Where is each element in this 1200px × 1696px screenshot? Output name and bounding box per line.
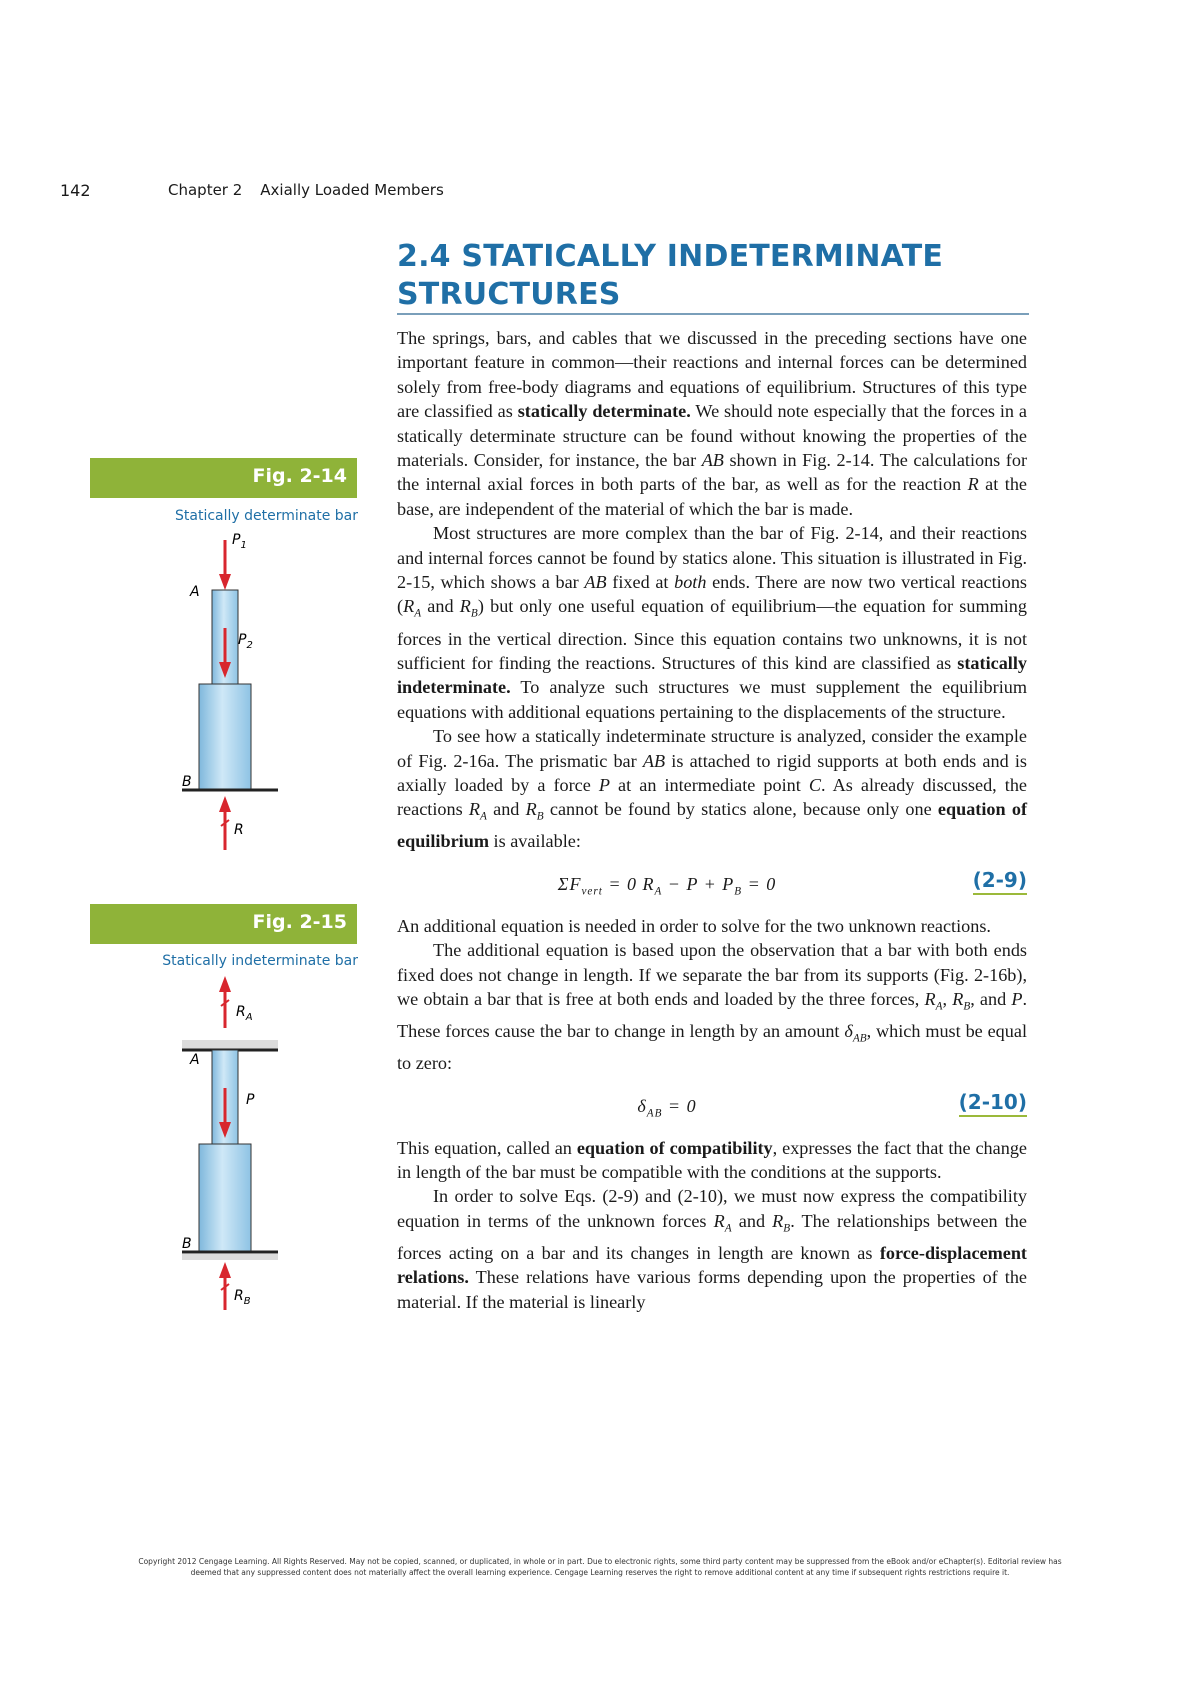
copyright-line-1: Copyright 2012 Cengage Learning. All Rights Reserved. May not be copied, scanned, or duplicated, in whole or in part. Due to electronic rights, some third party content may be suppressed from the eBook and/or eChapter(s). Editorial review has — [138, 1557, 1062, 1566]
paragraph-7: In order to solve Eqs. (2-9) and (2-10), we must now express the compatibility equation in terms of the unknown forces $R_A$ and $R_B$. The relationships between the forces acting on a bar and its changes in length are known as force-displacement relations. These relations have various forms depending upon the properties of the material. If the material is linearly — [397, 1186, 1027, 1312]
fig-2-14-caption: Statically determinate bar — [175, 508, 358, 524]
label-rb: $R_B$ — [234, 1288, 251, 1307]
section-title — [397, 238, 1027, 314]
bottom-support — [182, 1254, 278, 1260]
paragraph-4: An additional equation is needed in order to solve for the two unknown reactions. — [397, 915, 991, 936]
label-ra: $R_A$ — [236, 1004, 253, 1023]
section-title-line2: STRUCTURES — [397, 277, 621, 312]
title-rule — [397, 313, 1029, 315]
chapter-number: Chapter 2 — [168, 181, 243, 199]
fig-2-15-diagram — [170, 972, 290, 1312]
paragraph-3: To see how a statically indeterminate structure is analyzed, consider the example of Fig. 2-16a. The prismatic bar AB is attached to rigid supports at both ends and is axially loaded by a force P at an intermediate point C. As already discussed, the reactions $R_A$ and $R_B$ cannot be found by statics alone, because only one equation of equilibrium is available: — [397, 726, 1027, 852]
chapter-title: Axially Loaded Members — [260, 181, 444, 199]
fig-2-14-label: Fig. 2-14 — [252, 465, 347, 487]
fig-2-14-label-bar — [90, 458, 357, 498]
copyright-line-2: deemed that any suppressed content does not materially affect the overall learning experience. Cengage Learning reserves the right to remove additional content at any time if subsequent rights restrictions require it. — [190, 1568, 1010, 1577]
equation-2-10 — [397, 1082, 1027, 1130]
page-number: 142 — [60, 181, 91, 200]
label-b: B — [182, 774, 192, 790]
label-p: P — [246, 1092, 255, 1108]
equation-2-9 — [397, 860, 1027, 908]
equation-2-10-expression: $\delta_{AB} = 0$ — [637, 1095, 697, 1120]
paragraph-2: Most structures are more complex than the bar of Fig. 2-14, and their reactions and internal forces cannot be found by statics alone. This situation is illustrated in Fig. 2-15, which shows a bar AB fixed at both ends. There are now two vertical reactions ($R_A$ and $R_B$) but only one useful equation of equilibrium—the equation for summing forces in the vertical direction. Since this equation contains two unknowns, it is not sufficient for finding the reactions. Structures of this kind are classified as statically indeterminate. To analyze such structures we must supplement the equilibrium equations with additional equations pertaining to the displacements of the structure. — [397, 523, 1027, 722]
equation-2-10-number: (2-10) — [959, 1090, 1027, 1117]
fig-2-14-diagram — [170, 532, 290, 862]
paragraph-1: The springs, bars, and cables that we discussed in the preceding sections have one important feature in common—their reactions and internal forces can be determined solely from free-body diagrams and equations of equilibrium. Structures of this type are classified as statically determinate. We should note especially that the forces in a statically determinate structure can be found without knowing the properties of the materials. Consider, for instance, the bar AB shown in Fig. 2-14. The calculations for the internal axial forces in both parts of the bar, as well as for the reaction R at the base, are independent of the material of which the bar is made. — [397, 328, 1027, 519]
body-text — [397, 326, 1027, 1314]
running-head — [168, 181, 444, 199]
label-a: A — [190, 1052, 200, 1068]
label-p2: $P_2$ — [238, 632, 253, 651]
label-a: A — [190, 584, 200, 600]
section-title-line1: 2.4 STATICALLY INDETERMINATE — [397, 239, 944, 274]
paragraph-6: This equation, called an equation of compatibility, expresses the fact that the change in length of the bar must be compatible with the conditions at the supports. — [397, 1137, 1027, 1182]
copyright-footer — [0, 1556, 1200, 1578]
p1-arrowhead — [219, 574, 231, 590]
label-b: B — [182, 1236, 192, 1252]
fig-2-15-caption: Statically indeterminate bar — [162, 953, 358, 969]
label-p1: $P_1$ — [232, 532, 247, 551]
fig-2-15-label-bar — [90, 904, 357, 944]
r-arrowhead — [219, 796, 231, 812]
bar-lower-segment — [199, 1144, 251, 1252]
paragraph-5: The additional equation is based upon the observation that a bar with both ends fixed does not change in length. If we separate the bar from its supports (Fig. 2-16b), we obtain a bar that is free at both ends and loaded by the three forces, $R_A$, $R_B$, and P. These forces cause the bar to change in length by an amount $\delta_{AB}$, which must be equal to zero: — [397, 940, 1028, 1074]
ra-arrowhead — [219, 976, 231, 992]
equation-2-9-expression: $\Sigma F_{vert} = 0$ $R_A - P + P_B = 0$ — [557, 873, 777, 898]
equation-2-9-number: (2-9) — [973, 868, 1027, 895]
bar-lower-segment — [199, 684, 251, 790]
fig-2-15-label: Fig. 2-15 — [252, 911, 347, 933]
rb-arrowhead — [219, 1262, 231, 1278]
label-r: R — [234, 822, 244, 838]
